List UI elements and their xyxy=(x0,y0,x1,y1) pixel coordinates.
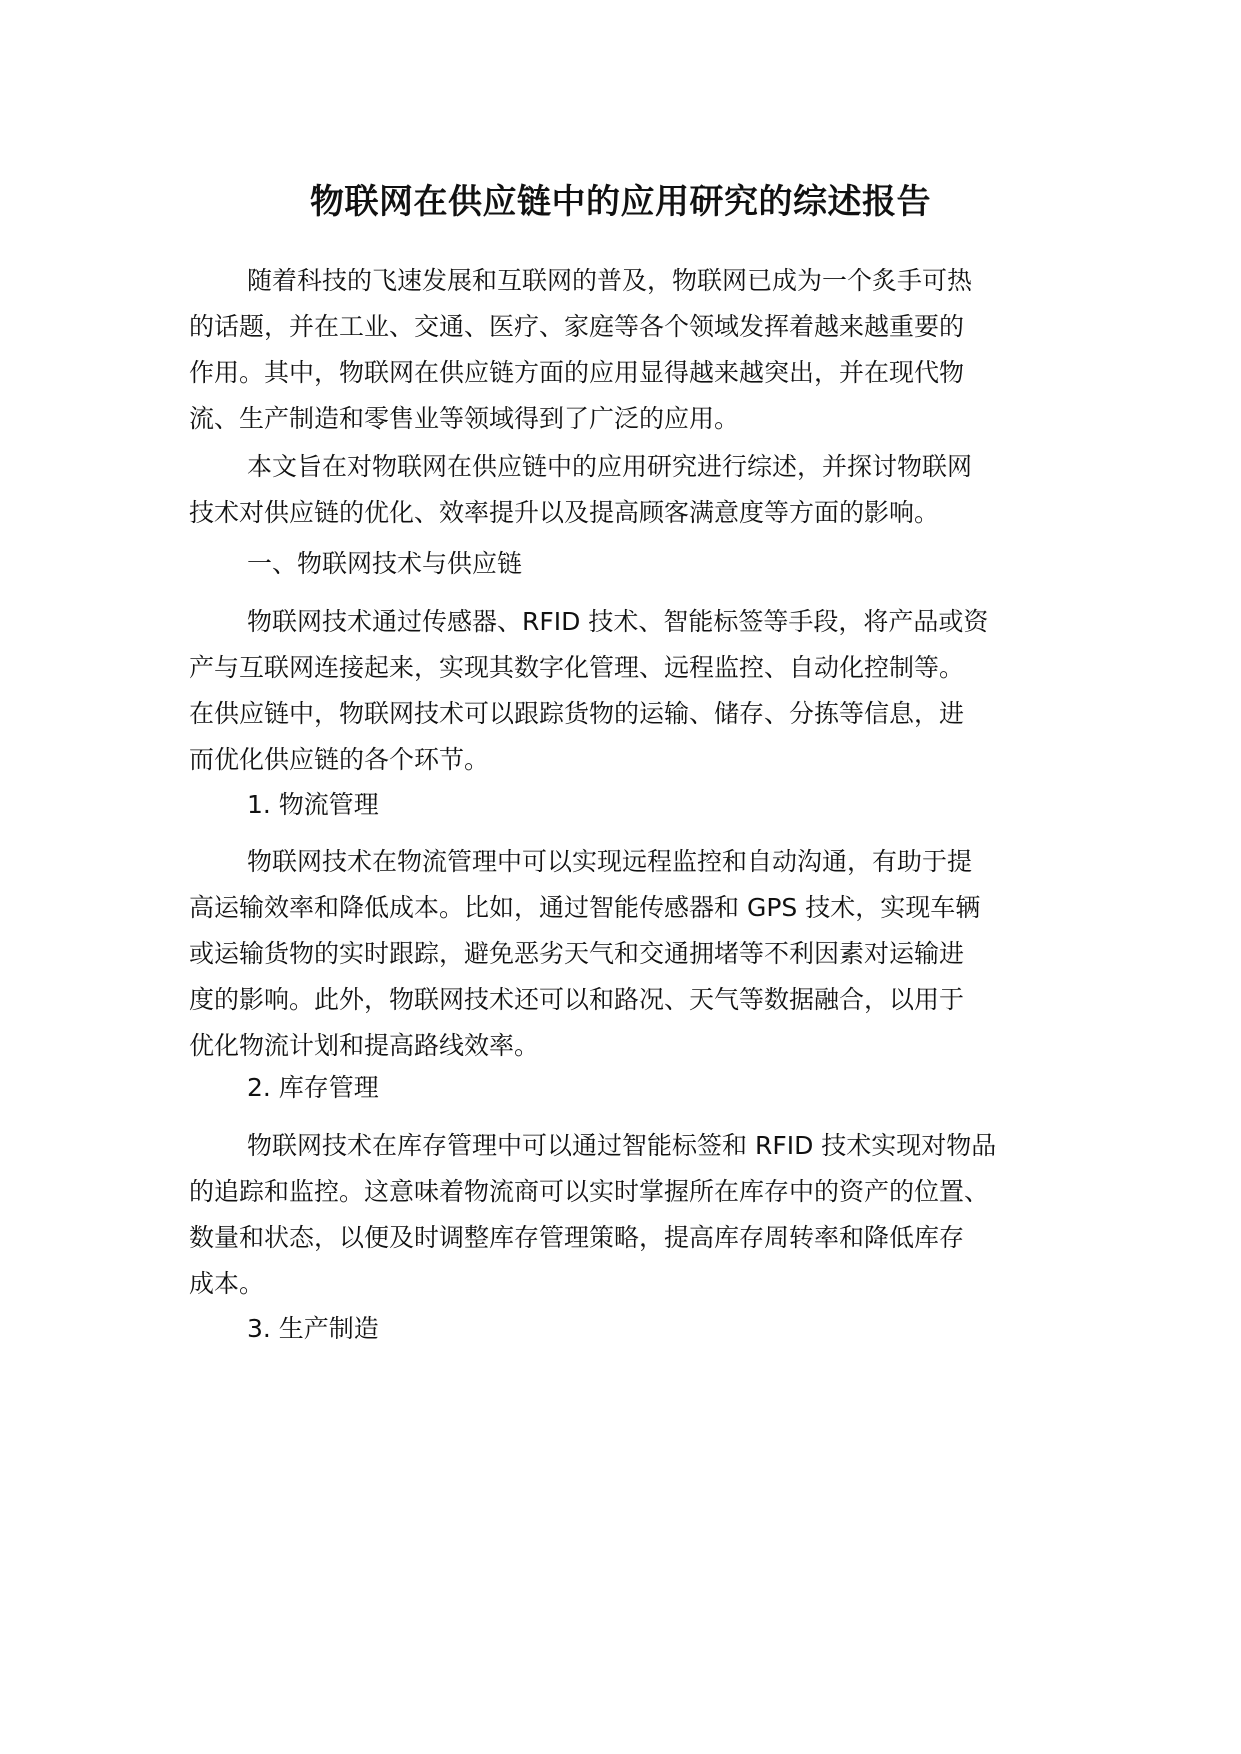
paragraph-line: 物联网技术通过传感器、RFID 技术、智能标签等手段，将产品或资 xyxy=(247,607,989,636)
intro-paragraph-1 xyxy=(189,258,1069,442)
subsection-heading-2: 2. 库存管理 xyxy=(247,1073,379,1102)
subsection-heading-1: 1. 物流管理 xyxy=(247,790,379,819)
intro-paragraph-2 xyxy=(189,444,1069,536)
paragraph-line: 随着科技的飞速发展和互联网的普及，物联网已成为一个炙手可热 xyxy=(247,266,973,295)
paragraph-line: 技术对供应链的优化、效率提升以及提高顾客满意度等方面的影响。 xyxy=(189,498,940,527)
paragraph-line: 产与互联网连接起来，实现其数字化管理、远程监控、自动化控制等。 xyxy=(189,653,965,682)
paragraph-line: 本文旨在对物联网在供应链中的应用研究进行综述，并探讨物联网 xyxy=(247,452,973,481)
paragraph-line: 的话题，并在工业、交通、医疗、家庭等各个领域发挥着越来越重要的 xyxy=(189,312,965,341)
paragraph-line: 数量和状态，以便及时调整库存管理策略，提高库存周转率和降低库存 xyxy=(189,1223,965,1252)
paragraph-line: 的追踪和监控。这意味着物流商可以实时掌握所在库存中的资产的位置、 xyxy=(189,1177,990,1206)
paragraph-line: 流、生产制造和零售业等领域得到了广泛的应用。 xyxy=(189,404,740,433)
paragraph-line: 高运输效率和降低成本。比如，通过智能传感器和 GPS 技术，实现车辆 xyxy=(189,893,981,922)
paragraph-line: 物联网技术在库存管理中可以通过智能标签和 RFID 技术实现对物品 xyxy=(247,1131,997,1160)
paragraph-line: 度的影响。此外，物联网技术还可以和路况、天气等数据融合，以用于 xyxy=(189,985,965,1014)
paragraph-line: 成本。 xyxy=(189,1269,265,1298)
paragraph-line: 而优化供应链的各个环节。 xyxy=(189,745,490,774)
paragraph-line: 或运输货物的实时跟踪，避免恶劣天气和交通拥堵等不利因素对运输进 xyxy=(189,939,965,968)
subsection1-paragraph xyxy=(189,839,1069,1069)
section1-paragraph xyxy=(189,599,1069,783)
paragraph-line: 作用。其中，物联网在供应链方面的应用显得越来越突出，并在现代物 xyxy=(189,358,965,387)
paragraph-line: 优化物流计划和提高路线效率。 xyxy=(189,1031,540,1060)
page-title: 物联网在供应链中的应用研究的综述报告 xyxy=(310,182,931,222)
paragraph-line: 物联网技术在物流管理中可以实现远程监控和自动沟通，有助于提 xyxy=(247,847,973,876)
subsection-heading-3: 3. 生产制造 xyxy=(247,1314,379,1343)
subsection2-paragraph xyxy=(189,1123,1069,1307)
section-heading-1: 一、物联网技术与供应链 xyxy=(247,549,523,578)
paragraph-line: 在供应链中，物联网技术可以跟踪货物的运输、储存、分拣等信息，进 xyxy=(189,699,965,728)
